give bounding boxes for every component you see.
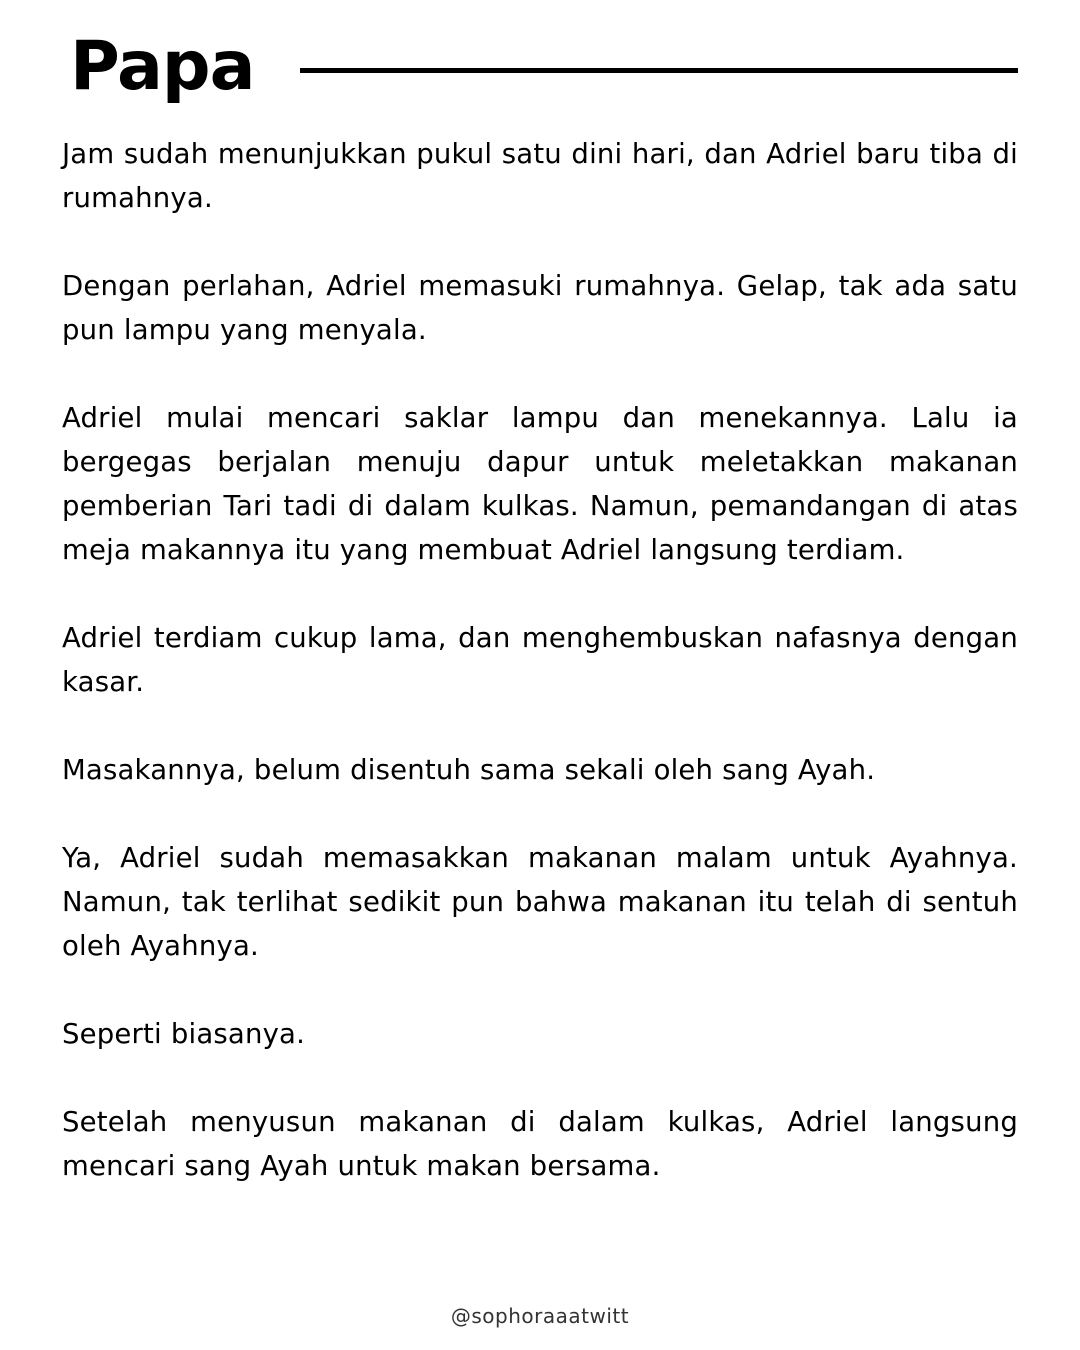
story-paragraph: Adriel terdiam cukup lama, dan menghembuskan nafasnya dengan kasar. [62, 622, 1018, 698]
story-paragraph: Masakannya, belum disentuh sama sekali oleh sang Ayah. [62, 754, 876, 786]
story-body [62, 132, 1018, 1232]
story-paragraph: Jam sudah menunjukkan pukul satu dini hari, dan Adriel baru tiba di rumahnya. [62, 138, 1018, 214]
story-paragraph: Adriel mulai mencari saklar lampu dan menekannya. Lalu ia bergegas berjalan menuju dapur untuk meletakkan makanan pemberian Tari tadi di dalam kulkas. Namun, pemandangan di atas meja makannya itu yang membuat Adriel langsung terdiam. [62, 402, 1018, 566]
story-paragraph: Setelah menyusun makanan di dalam kulkas, Adriel langsung mencari sang Ayah untuk makan bersama. [62, 1106, 1018, 1182]
title-divider [300, 68, 1018, 73]
story-paragraph: Dengan perlahan, Adriel memasuki rumahnya. Gelap, tak ada satu pun lampu yang menyala. [62, 270, 1018, 346]
page-header [70, 22, 1018, 112]
story-paragraph: Seperti biasanya. [62, 1018, 306, 1050]
story-paragraph: Ya, Adriel sudah memasakkan makanan malam untuk Ayahnya. Namun, tak terlihat sedikit pun bahwa makanan itu telah di sentuh oleh Ayahnya. [62, 842, 1018, 962]
page-title: Papa [70, 27, 255, 106]
author-handle: @sophoraaatwitt [450, 1304, 630, 1328]
